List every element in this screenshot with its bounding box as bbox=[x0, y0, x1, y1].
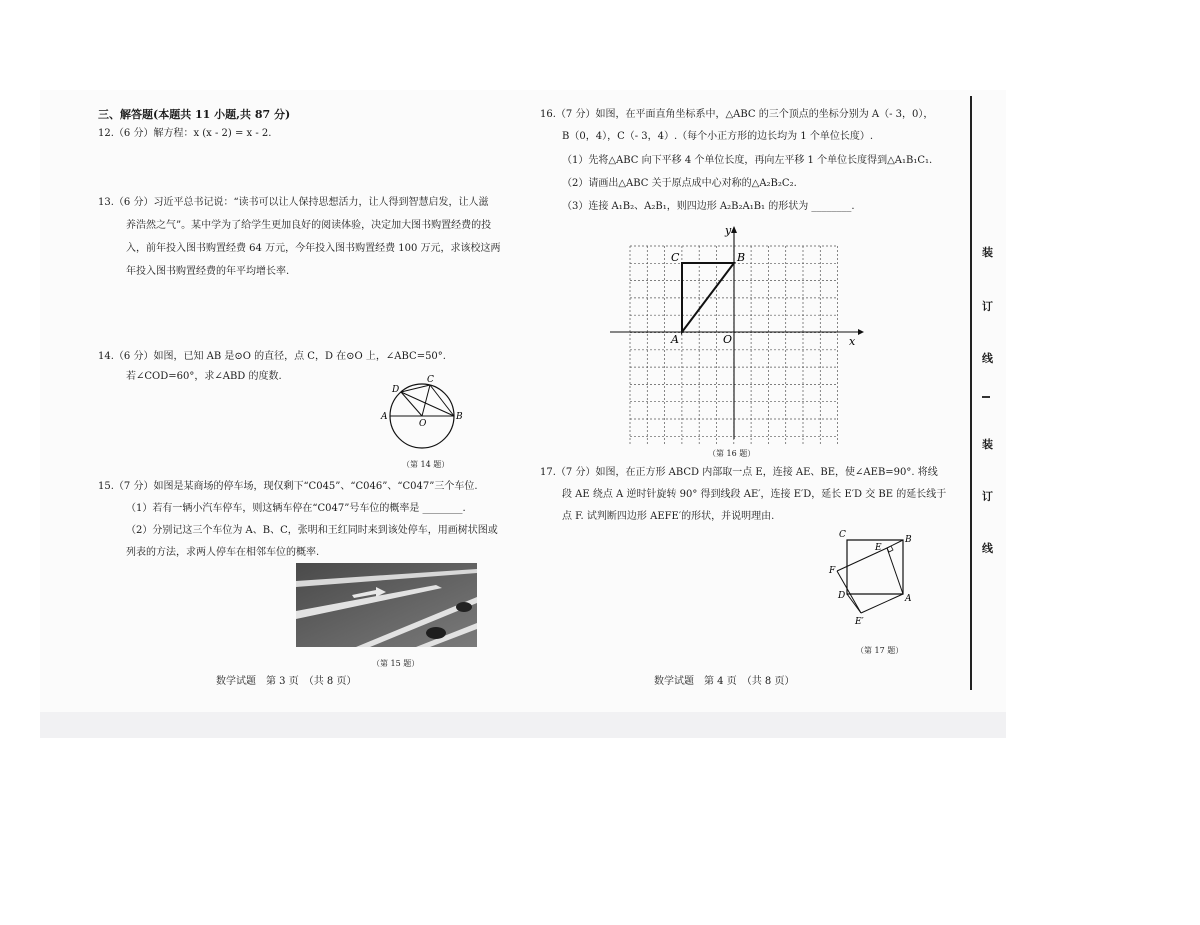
question-13-line-3: 入，前年投入图书购置经费 64 万元，今年投入图书购置经费 100 万元，求该校这两 bbox=[126, 243, 501, 254]
question-16-line-1: 16.（7 分）如图，在平面直角坐标系中，△ABC 的三个顶点的坐标分别为 A（- 3，0）， bbox=[540, 109, 934, 120]
question-14-line-2: 若∠COD=60°，求∠ABD 的度数. bbox=[126, 371, 282, 382]
label-B: B bbox=[905, 535, 912, 545]
label-C: C bbox=[671, 251, 680, 264]
label-B: B bbox=[737, 251, 746, 264]
label-A: A bbox=[905, 594, 912, 604]
question-16-line-4: （2）请画出△ABC 关于原点成中心对称的△A₂B₂C₂. bbox=[562, 178, 797, 189]
figure-16-grid bbox=[605, 225, 865, 445]
figure-15-caption: （第 15 题） bbox=[372, 659, 420, 668]
question-13-line-1: 13.（6 分）习近平总书记说：“读书可以让人保持思想活力，让人得到智慧启发，让人滋 bbox=[98, 197, 489, 208]
question-17-line-3: 点 F. 试判断四边形 AEFE′的形状，并说明理由. bbox=[562, 511, 775, 522]
question-14-line-1: 14.（6 分）如图，已知 AB 是⊙O 的直径，点 C，D 在⊙O 上，∠ABC=50°. bbox=[98, 351, 446, 362]
question-13-line-2: 养浩然之气”。某中学为了给学生更加良好的阅读体验，决定加大图书购置经费的投 bbox=[126, 220, 492, 231]
figure-14-circle bbox=[374, 370, 474, 455]
label-C: C bbox=[839, 530, 846, 540]
question-16-line-2: B（0，4），C（- 3，4）.（每个小正方形的边长均为 1 个单位长度）. bbox=[562, 131, 874, 142]
y-axis-label: y bbox=[725, 225, 732, 237]
question-13-line-4: 年投入图书购置经费的年平均增长率. bbox=[126, 266, 290, 277]
figure-14-caption: （第 14 题） bbox=[402, 460, 450, 469]
label-A: A bbox=[671, 333, 679, 346]
figure-17-caption: （第 17 题） bbox=[856, 646, 904, 655]
binding-char-1: 装 bbox=[982, 246, 993, 259]
binding-char-3: 线 bbox=[982, 352, 993, 365]
label-B: B bbox=[456, 412, 463, 422]
section-title: 三、解答题(本题共 11 小题,共 87 分) bbox=[98, 108, 291, 121]
question-15-line-1: 15.（7 分）如图是某商场的停车场，现仅剩下“C045”、“C046”、“C047”三个车位. bbox=[98, 481, 478, 492]
question-15-line-2: （1）若有一辆小汽车停车，则这辆车停在“C047”号车位的概率是 ________. bbox=[126, 503, 466, 514]
binding-char-2: 订 bbox=[982, 300, 993, 313]
label-D: D bbox=[392, 385, 400, 395]
binding-separator bbox=[982, 396, 990, 398]
question-16-line-3: （1）先将△ABC 向下平移 4 个单位长度，再向左平移 1 个单位长度得到△A₁B₁C₁. bbox=[562, 155, 933, 166]
label-A: A bbox=[381, 412, 388, 422]
figure-17-square bbox=[825, 528, 925, 628]
binding-char-5: 订 bbox=[982, 490, 993, 503]
label-C: C bbox=[427, 375, 434, 385]
footer-page-3: 数学试题 第 3 页 （共 8 页） bbox=[216, 676, 357, 687]
label-E: E bbox=[875, 543, 882, 553]
question-15-line-4: 列表的方法，求两人停车在相邻车位的概率. bbox=[126, 547, 320, 558]
binding-char-4: 装 bbox=[982, 438, 993, 451]
footer-page-4: 数学试题 第 4 页 （共 8 页） bbox=[654, 676, 795, 687]
figure-16-caption: （第 16 题） bbox=[708, 449, 756, 458]
question-15-line-3: （2）分别记这三个车位为 A、B、C，张明和王红同时来到该处停车，用画树状图或 bbox=[126, 525, 498, 536]
x-axis-label: x bbox=[849, 335, 856, 348]
binding-line bbox=[970, 96, 972, 690]
scan-edge bbox=[40, 712, 1006, 738]
question-12: 12.（6 分）解方程：x (x - 2) = x - 2. bbox=[98, 128, 272, 139]
label-O: O bbox=[723, 333, 733, 346]
question-16-line-5: （3）连接 A₁B₂、A₂B₁，则四边形 A₂B₂A₁B₁ 的形状为 ________. bbox=[562, 201, 855, 212]
label-F: F bbox=[829, 566, 836, 576]
parking-lot-photo bbox=[296, 563, 477, 647]
triangle-ABC bbox=[682, 263, 734, 332]
question-17-line-2: 段 AE 绕点 A 逆时针旋转 90° 得到线段 AE′，连接 E′D，延长 E′D 交 BE 的延长线于 bbox=[562, 489, 947, 500]
question-17-line-1: 17.（7 分）如图，在正方形 ABCD 内部取一点 E，连接 AE、BE，使∠AEB=90°. 将线 bbox=[540, 467, 938, 478]
label-O: O bbox=[419, 419, 427, 429]
label-E-prime: E′ bbox=[855, 617, 864, 627]
label-D: D bbox=[838, 591, 846, 601]
binding-char-6: 线 bbox=[982, 542, 993, 555]
